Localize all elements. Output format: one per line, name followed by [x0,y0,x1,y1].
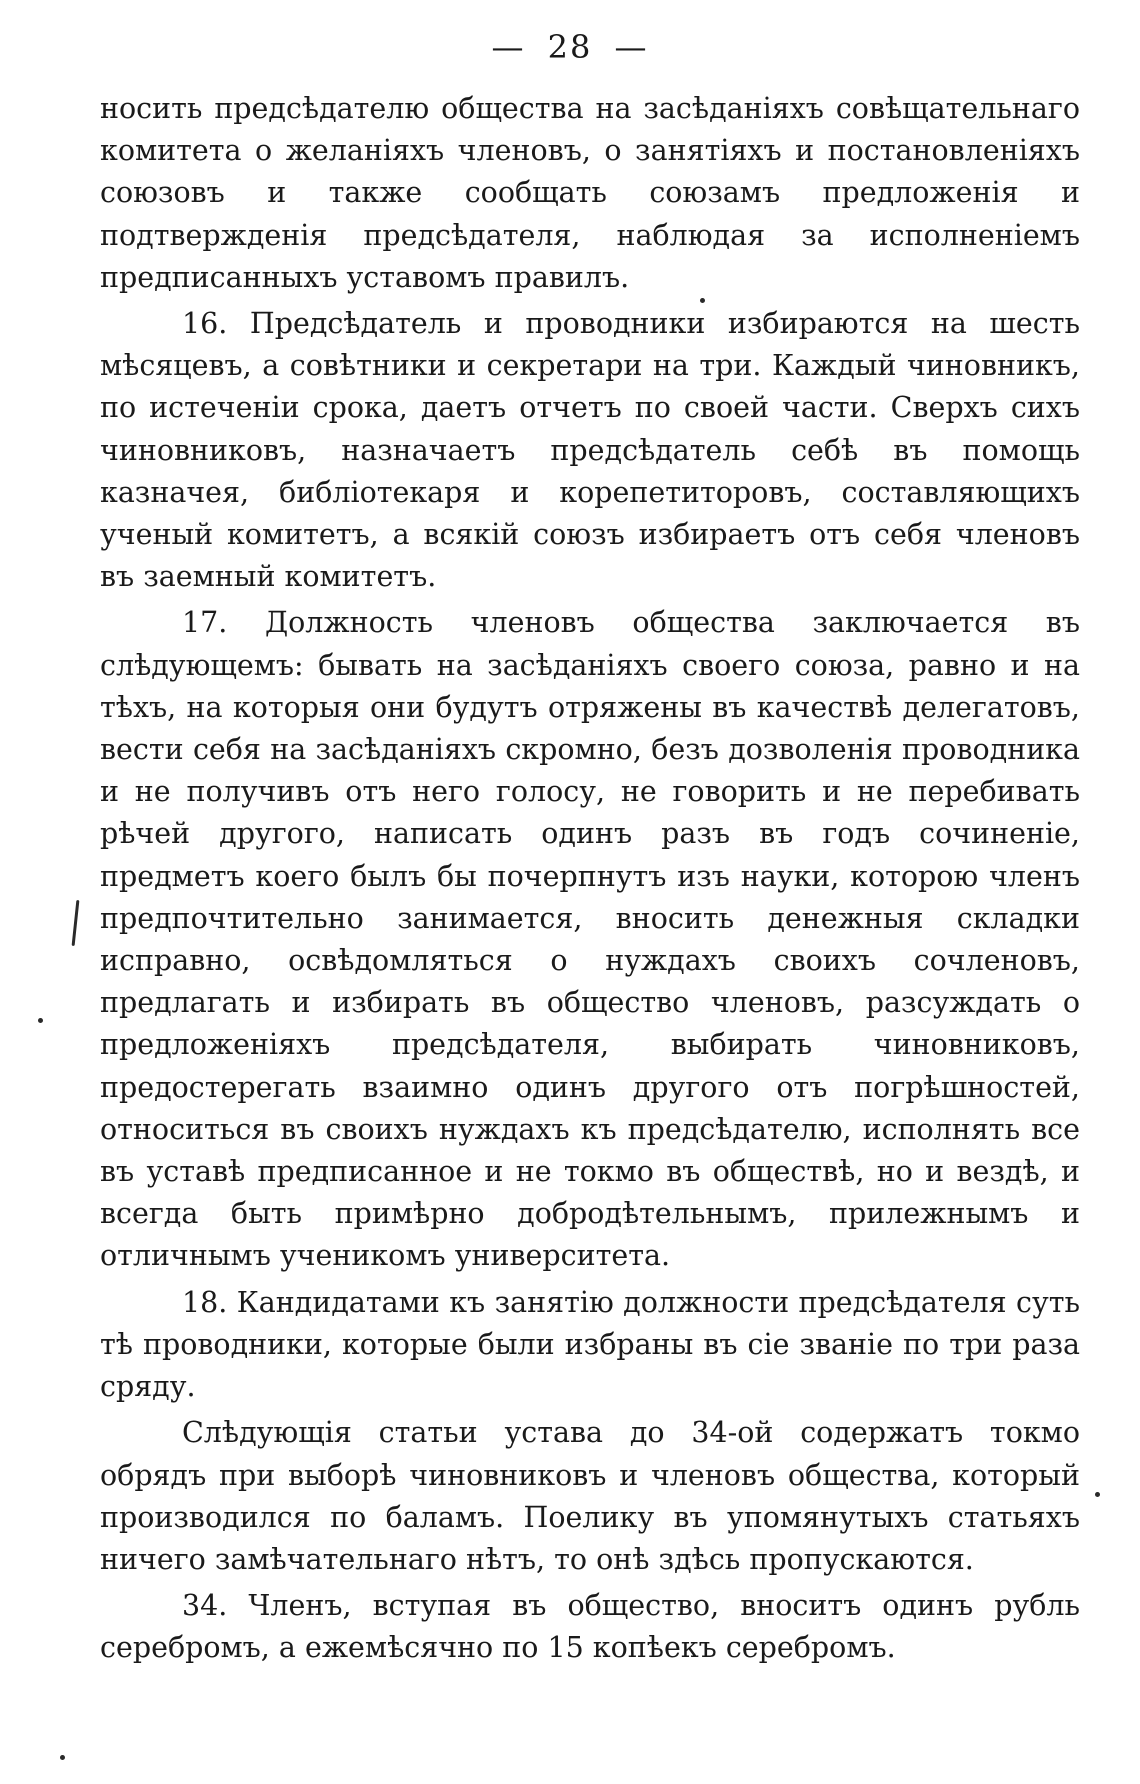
paragraph-article-18: 18. Кандидатами къ занятію должности предсѣдателя суть тѣ проводники, которые были избраны въ сіе званіе по три раза сряду. [100,1285,1080,1404]
paragraph-article-34: 34. Членъ, вступая въ общество, вноситъ одинъ рубль серебромъ, а ежемѣсячно по 15 копѣекъ серебромъ. [100,1589,1080,1665]
paragraph-continuation: носить предсѣдателю общества на засѣданіяхъ совѣщательнаго комитета о желаніяхъ членовъ, о занятіяхъ и постановленіяхъ союзовъ и также сообщать союзамъ предложенія и подтвержденія предсѣдателя, наблюдая за исполненіемъ предписанныхъ уставомъ правилъ. [100,92,1080,294]
paragraph-article-16: 16. Предсѣдатель и проводники избираются на шесть мѣсяцевъ, а совѣтники и секретари на три. Каждый чиновникъ, по истеченіи срока, даетъ отчетъ по своей части. Сверхъ сихъ чиновниковъ, назначаетъ предсѣдатель себѣ въ помощь казначея, библіотекаря и корепетиторовъ, составляющихъ ученый комитетъ, а всякій союзъ избираетъ отъ себя членовъ въ заемный комитетъ. [100,307,1080,594]
ink-speck [38,1018,43,1023]
body-text [100,88,1080,1670]
ink-speck [700,298,705,303]
ink-speck [1095,1492,1100,1497]
page-number: — 28 — [491,28,649,66]
paragraph-omitted-articles-note: Слѣдующія статьи устава до 34-ой содержатъ токмо обрядъ при выборѣ чиновниковъ и членовъ общества, который производился по баламъ. Поелику въ упомянутыхъ статьяхъ ничего замѣчательнаго нѣтъ, то онѣ здѣсь пропускаются. [100,1416,1080,1576]
ink-speck [60,1755,65,1760]
paragraph-article-17: 17. Должность членовъ общества заключается въ слѣдующемъ: бывать на засѣданіяхъ своего союза, равно и на тѣхъ, на которыя они будутъ отряжены въ качествѣ делегатовъ, вести себя на засѣданіяхъ скромно, безъ дозволенія проводника и не получивъ отъ него голосу, не говорить и не перебивать рѣчей другого, написать одинъ разъ въ годъ сочиненіе, предметъ коего былъ бы почерпнутъ изъ науки, которою членъ предпочтительно занимается, вносить денежныя складки исправно, освѣдомляться о нуждахъ своихъ сочленовъ, предлагать и избирать въ общество членовъ, разсуждать о предложеніяхъ предсѣдателя, выбирать чиновниковъ, предостерегать взаимно одинъ другого отъ погрѣшностей, относиться въ своихъ нуждахъ къ предсѣдателю, исполнять все въ уставѣ предписанное и не токмо въ обществѣ, но и вездѣ, и всегда быть примѣрно добродѣтельнымъ, прилежнымъ и отличнымъ ученикомъ университета. [100,606,1080,1273]
margin-pencil-mark [72,900,80,946]
